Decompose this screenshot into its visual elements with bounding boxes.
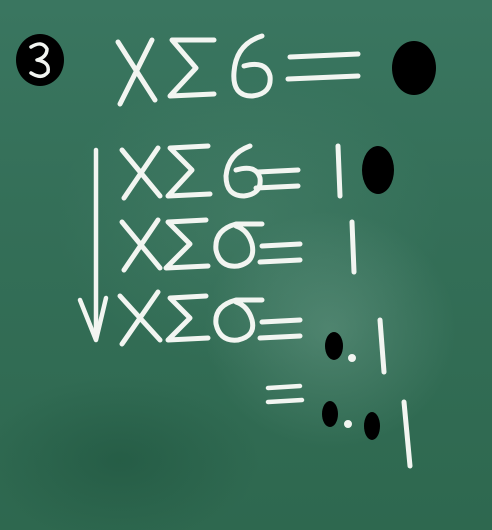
letter-x <box>122 220 160 270</box>
equation-row-5 <box>268 386 410 466</box>
digit-one <box>404 402 410 466</box>
equals-sign <box>260 320 300 338</box>
sigma-symbol <box>166 220 208 268</box>
sigma-symbol <box>170 40 214 96</box>
equation-row-3 <box>122 220 354 272</box>
equation-row-2 <box>122 146 394 198</box>
equation-row-4 <box>120 292 384 372</box>
sigma-symbol <box>168 296 208 340</box>
digit-one <box>338 146 340 196</box>
digit-one <box>352 222 354 272</box>
digit-zero <box>392 41 436 95</box>
digit-six <box>234 36 270 96</box>
decimal-point <box>350 356 354 360</box>
digit-zero <box>322 401 338 427</box>
digit-one <box>380 320 384 372</box>
letter-x <box>118 40 155 104</box>
letter-x <box>122 148 160 198</box>
downward-arrow-icon <box>80 150 106 340</box>
sigma-symbol <box>168 146 210 196</box>
equals-sign <box>260 244 300 262</box>
digit-zero <box>364 412 380 440</box>
step-number-badge <box>16 34 64 86</box>
digit-zero <box>362 146 394 194</box>
equals-sign <box>288 54 358 79</box>
sigma-lowercase <box>216 224 262 266</box>
equation-row-1 <box>118 36 436 104</box>
sigma-lowercase <box>216 300 262 340</box>
letter-x <box>120 292 160 344</box>
decimal-point <box>346 422 350 426</box>
equals-sign <box>268 386 302 402</box>
digit-zero <box>325 332 343 360</box>
